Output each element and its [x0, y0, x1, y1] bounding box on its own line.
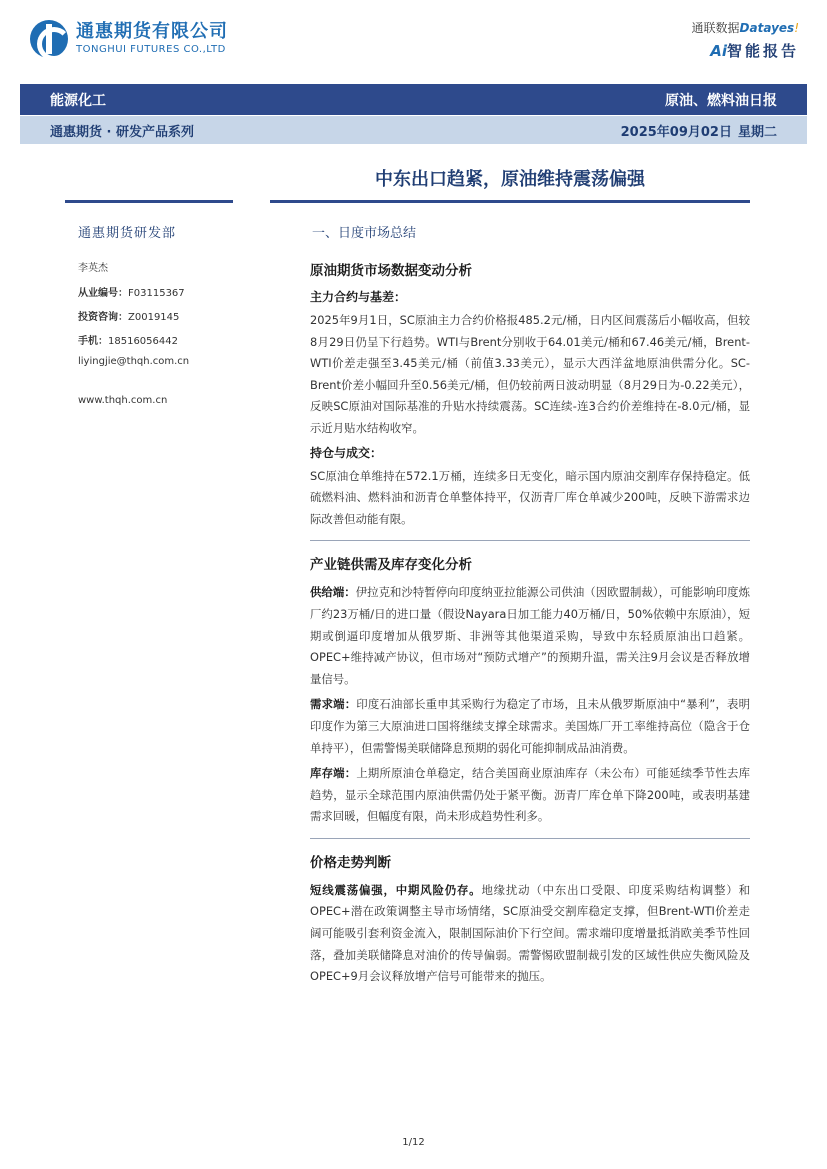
company-website: www.thqh.com.cn	[78, 395, 168, 406]
ai-mark: Ai	[710, 42, 727, 60]
paragraph-position-volume: SC原油仓单维持在572.1万桶，连续多日无变化，暗示国内原油交割库存保持稳定。低硫燃料油、燃料油和沥青仓单整体持平，仅沥青厂库仓单减少200吨，反映下游需求边际改善但动能有限。	[310, 468, 750, 526]
report-title: 中东出口趋紧，原油维持震荡偏强	[375, 169, 645, 190]
sub-heading-market-data: 原油期货市场数据变动分析	[310, 263, 472, 279]
category-banner	[20, 84, 807, 115]
paragraph-demand	[310, 694, 750, 759]
analyst-email: liyingjie@thqh.com.cn	[78, 356, 190, 367]
supply-text: 伊拉克和沙特暂停向印度纳亚拉能源公司供油（因欧盟制裁），可能影响印度炼厂约23万桶/日的进口量（假设Nayara日加工能力40万桶/日，50%依赖中东原油），短期或倒逼印度增加从俄罗斯、非洲等其他渠道采购，导致中东轻质原油出口趋紧。OPEC+维持减产协议，但市场对“预防式增产”的预期升温，需关注9月会议是否释放增量信号。	[310, 585, 750, 686]
section-divider	[310, 838, 750, 839]
label-contract-basis: 主力合约与基差：	[310, 290, 407, 304]
company-logo-icon	[30, 20, 68, 58]
phone-label: 手机：	[78, 336, 108, 347]
section-title: 一、日度市场总结	[312, 226, 417, 241]
sub-heading-supply-demand: 产业链供需及库存变化分析	[310, 557, 472, 574]
report-body	[310, 222, 750, 992]
left-underline	[65, 200, 233, 203]
company-name-en: TONGHUI FUTURES CO.,LTD	[76, 44, 226, 55]
series-banner	[20, 116, 807, 144]
license-label: 从业编号：	[78, 288, 128, 299]
paragraph-price-outlook	[310, 880, 750, 988]
datayes-suffix: !	[794, 21, 799, 35]
report-date	[621, 121, 777, 140]
sub-heading-price-outlook: 价格走势判断	[310, 854, 391, 871]
advisory-label: 投资咨询：	[78, 312, 128, 323]
report-date-text: 2025年09月02日	[620, 124, 732, 140]
report-weekday: 星期二	[737, 124, 777, 140]
datayes-prefix: 通联数据	[691, 21, 740, 35]
ai-report-text: 智能报告	[726, 42, 799, 60]
datayes-name: Datayes	[739, 21, 795, 35]
price-outlook-text: 地缘扰动（中东出口受限、印度采购结构调整）和OPEC+潜在政策调整主导市场情绪，SC原油受交割库稳定支撑，但Brent-WTI价差走阔可能吸引套利资金流入，限制国际油价下行空间。需求端印度增量抵消欧美季节性回落，叠加美联储降息对油价的传导偏弱。需警惕欧盟制裁引发的区域性供应失衡风险及OPEC+9月会议释放增产信号可能带来的抛压。	[310, 882, 750, 984]
section-divider	[310, 540, 750, 541]
phone-value: 18516056442	[108, 336, 178, 347]
advisory-value: Z0019145	[128, 312, 180, 323]
analyst-info	[78, 222, 248, 406]
inventory-lead: 库存端：	[310, 766, 357, 781]
analyst-license	[78, 284, 248, 299]
supply-lead: 供给端：	[310, 585, 356, 600]
company-logo	[30, 20, 228, 58]
page-number: 1/12	[402, 1137, 425, 1148]
analyst-name: 李英杰	[78, 263, 108, 274]
company-name-cn: 通惠期货有限公司	[76, 21, 228, 42]
research-dept: 通惠期货研发部	[78, 226, 177, 241]
price-outlook-lead: 短线震荡偏强，中期风险仍存。	[310, 882, 482, 897]
datayes-brand	[692, 20, 799, 36]
analyst-advisory	[78, 308, 248, 323]
ai-report-label	[692, 40, 799, 62]
label-position-volume: 持仓与成交：	[310, 445, 383, 460]
demand-text: 印度石油部长重申其采购行为稳定了市场，且未从俄罗斯原油中“暴利”，表明印度作为第三大原油进口国将继续支撑全球需求。美国炼厂开工率维持高位（隐含于仓单持平），但需警惕美联储降息预期的弱化可能抑制成品油消费。	[310, 697, 750, 755]
analyst-phone	[78, 332, 248, 347]
paragraph-contract-basis: 2025年9月1日，SC原油主力合约价格报485.2元/桶，日内区间震荡后小幅收高，但较8月29日仍呈下行趋势。WTI与Brent分别收于64.01美元/桶和67.46美元/桶，Brent-WTI价差走强至3.45美元/桶（前值3.33美元），显示大西洋盆地原油供需分化。SC-Brent价差小幅回升至0.56美元/桶，但仍较前两日波动明显（8月29日为-0.22美元），反映SC原油对国际基准的升贴水持续震荡。SC连续-连3合约价差维持在-8.0元/桶，显示近月贴水结构收窄。	[310, 313, 750, 435]
report-type-label: 原油、燃料油日报	[665, 92, 777, 109]
paragraph-supply	[310, 582, 750, 690]
company-logo-text	[76, 21, 228, 57]
demand-lead: 需求端：	[310, 697, 357, 712]
sector-label: 能源化工	[50, 92, 106, 109]
inventory-text: 上期所原油仓单稳定，结合美国商业原油库存（未公布）可能延续季节性去库趋势，显示全球范围内原油供需仍处于紧平衡。沥青厂库仓单下降200吨，或表明基建需求回暖，但幅度有限，尚未形成趋势性利多。	[310, 766, 750, 824]
license-value: F03115367	[128, 288, 185, 299]
paragraph-inventory	[310, 763, 750, 828]
title-underline	[270, 200, 750, 203]
ai-report-brand	[692, 20, 799, 62]
series-label: 通惠期货 · 研发产品系列	[50, 124, 194, 140]
